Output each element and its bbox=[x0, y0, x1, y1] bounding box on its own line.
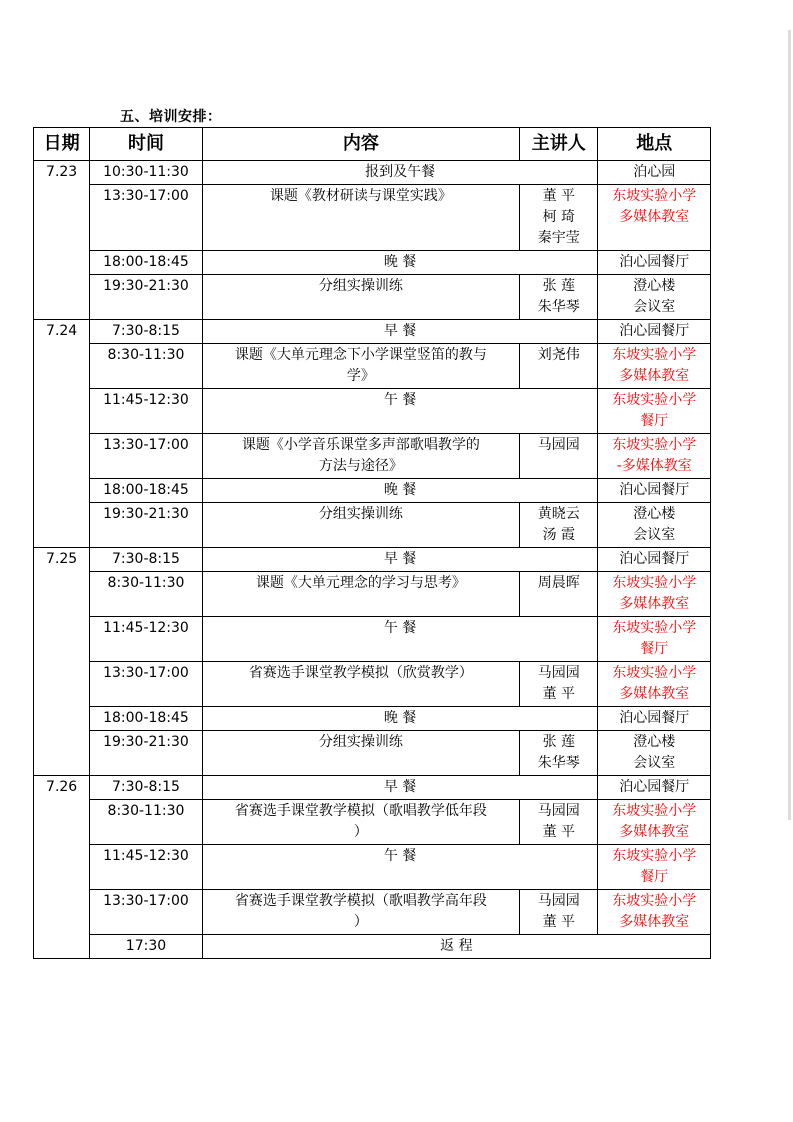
table-row bbox=[34, 845, 711, 890]
time-cell: 11:45-12:30 bbox=[90, 845, 202, 890]
content-cell bbox=[202, 548, 598, 572]
location-text: 东坡实验小学 -多媒体教室 bbox=[612, 437, 697, 474]
location-cell bbox=[598, 275, 711, 320]
time-cell: 19:30-21:30 bbox=[90, 731, 202, 776]
content-text: 晚 餐 bbox=[383, 482, 417, 498]
location-cell bbox=[598, 161, 711, 185]
location-text: 泊心园餐厅 bbox=[619, 482, 690, 498]
location-text: 澄心楼 会议室 bbox=[633, 506, 676, 543]
header-location: 地点 bbox=[598, 128, 711, 161]
location-cell bbox=[598, 320, 711, 344]
table-row bbox=[34, 503, 711, 548]
table-row bbox=[34, 617, 711, 662]
table-row bbox=[34, 434, 711, 479]
location-text: 泊心园餐厅 bbox=[619, 254, 690, 270]
time-cell: 18:00-18:45 bbox=[90, 251, 202, 275]
location-text: 东坡实验小学 多媒体教室 bbox=[612, 893, 697, 930]
date-cell: 7.23 bbox=[34, 161, 90, 320]
location-text: 东坡实验小学 多媒体教室 bbox=[612, 803, 697, 840]
table-row bbox=[34, 776, 711, 800]
location-text: 泊心园餐厅 bbox=[619, 551, 690, 567]
time-cell: 8:30-11:30 bbox=[90, 572, 202, 617]
table-row bbox=[34, 251, 711, 275]
speaker-text: 张 莲 朱华琴 bbox=[537, 278, 580, 315]
speaker-text: 马园园 董 平 bbox=[537, 803, 580, 840]
content-cell bbox=[202, 572, 519, 617]
time-cell: 13:30-17:00 bbox=[90, 890, 202, 935]
content-cell bbox=[202, 776, 598, 800]
time-cell: 13:30-17:00 bbox=[90, 662, 202, 707]
table-row bbox=[34, 389, 711, 434]
speaker-text: 马园园 董 平 bbox=[537, 893, 580, 930]
speaker-cell bbox=[520, 662, 598, 707]
speaker-text: 张 莲 朱华琴 bbox=[537, 734, 580, 771]
content-text: 课题《大单元理念下小学课堂竖笛的教与 学》 bbox=[234, 347, 487, 384]
date-cell: 7.26 bbox=[34, 776, 90, 959]
training-schedule-table bbox=[33, 127, 711, 959]
location-cell bbox=[598, 548, 711, 572]
table-row bbox=[34, 320, 711, 344]
location-text: 东坡实验小学 餐厅 bbox=[612, 392, 697, 429]
content-text: 午 餐 bbox=[383, 392, 417, 408]
location-text: 澄心楼 会议室 bbox=[633, 734, 676, 771]
location-cell bbox=[598, 800, 711, 845]
table-row bbox=[34, 572, 711, 617]
location-text: 泊心园餐厅 bbox=[619, 779, 690, 795]
content-cell bbox=[202, 185, 519, 251]
page-edge-shadow bbox=[788, 30, 791, 820]
content-cell bbox=[202, 731, 519, 776]
speaker-cell bbox=[520, 344, 598, 389]
table-row bbox=[34, 800, 711, 845]
speaker-text: 周晨晖 bbox=[537, 575, 580, 591]
speaker-cell bbox=[520, 800, 598, 845]
location-cell bbox=[598, 662, 711, 707]
location-cell bbox=[598, 572, 711, 617]
speaker-cell bbox=[520, 434, 598, 479]
content-cell bbox=[202, 161, 598, 185]
time-cell: 18:00-18:45 bbox=[90, 707, 202, 731]
table-row bbox=[34, 707, 711, 731]
location-text: 泊心园 bbox=[633, 164, 676, 180]
content-text: 早 餐 bbox=[383, 779, 417, 795]
location-text: 东坡实验小学 餐厅 bbox=[612, 620, 697, 657]
location-text: 泊心园餐厅 bbox=[619, 710, 690, 726]
content-text: 省赛选手课堂教学模拟（欣赏教学） bbox=[248, 665, 473, 681]
content-cell bbox=[202, 344, 519, 389]
table-row bbox=[34, 161, 711, 185]
content-text: 午 餐 bbox=[383, 848, 417, 864]
schedule-body bbox=[34, 161, 711, 959]
header-content: 内容 bbox=[202, 128, 519, 161]
content-text: 课题《大单元理念的学习与思考》 bbox=[255, 575, 466, 591]
speaker-cell bbox=[520, 890, 598, 935]
content-cell bbox=[202, 935, 710, 959]
content-cell bbox=[202, 845, 598, 890]
time-cell: 8:30-11:30 bbox=[90, 800, 202, 845]
speaker-cell bbox=[520, 731, 598, 776]
speaker-text: 马园园 董 平 bbox=[537, 665, 580, 702]
header-time: 时间 bbox=[90, 128, 202, 161]
time-cell: 10:30-11:30 bbox=[90, 161, 202, 185]
location-text: 东坡实验小学 餐厅 bbox=[612, 848, 697, 885]
time-cell: 7:30-8:15 bbox=[90, 548, 202, 572]
table-row bbox=[34, 344, 711, 389]
time-cell: 7:30-8:15 bbox=[90, 776, 202, 800]
content-cell bbox=[202, 503, 519, 548]
section-title: 五、培训安排： bbox=[120, 109, 222, 125]
content-text: 分组实操训练 bbox=[318, 734, 403, 750]
time-cell: 8:30-11:30 bbox=[90, 344, 202, 389]
location-cell bbox=[598, 503, 711, 548]
content-cell bbox=[202, 251, 598, 275]
location-cell bbox=[598, 890, 711, 935]
content-cell bbox=[202, 617, 598, 662]
content-text: 晚 餐 bbox=[383, 254, 417, 270]
content-cell bbox=[202, 662, 519, 707]
content-text: 课题《小学音乐课堂多声部歌唱教学的 方法与途径》 bbox=[241, 437, 480, 474]
content-text: 早 餐 bbox=[383, 551, 417, 567]
speaker-cell bbox=[520, 275, 598, 320]
content-cell bbox=[202, 890, 519, 935]
speaker-text: 董 平 柯 琦 秦宇莹 bbox=[537, 188, 580, 246]
table-row bbox=[34, 275, 711, 320]
content-text: 报到及午餐 bbox=[365, 164, 436, 180]
header-date: 日期 bbox=[34, 128, 90, 161]
location-text: 澄心楼 会议室 bbox=[633, 278, 676, 315]
speaker-cell bbox=[520, 572, 598, 617]
location-cell bbox=[598, 251, 711, 275]
date-cell: 7.25 bbox=[34, 548, 90, 776]
location-text: 东坡实验小学 多媒体教室 bbox=[612, 188, 697, 225]
table-row bbox=[34, 185, 711, 251]
location-cell bbox=[598, 731, 711, 776]
content-cell bbox=[202, 479, 598, 503]
time-cell: 19:30-21:30 bbox=[90, 275, 202, 320]
content-text: 早 餐 bbox=[383, 323, 417, 339]
time-cell: 17:30 bbox=[90, 935, 202, 959]
header-speaker: 主讲人 bbox=[520, 128, 598, 161]
location-text: 东坡实验小学 多媒体教室 bbox=[612, 347, 697, 384]
location-cell bbox=[598, 389, 711, 434]
location-cell bbox=[598, 845, 711, 890]
time-cell: 13:30-17:00 bbox=[90, 434, 202, 479]
location-cell bbox=[598, 776, 711, 800]
content-cell bbox=[202, 320, 598, 344]
speaker-cell bbox=[520, 185, 598, 251]
table-row bbox=[34, 890, 711, 935]
speaker-text: 刘尧伟 bbox=[537, 347, 580, 363]
time-cell: 11:45-12:30 bbox=[90, 617, 202, 662]
content-text: 省赛选手课堂教学模拟（歌唱教学低年段 ） bbox=[234, 803, 487, 840]
content-text: 分组实操训练 bbox=[318, 506, 403, 522]
table-row bbox=[34, 731, 711, 776]
date-cell: 7.24 bbox=[34, 320, 90, 548]
content-cell bbox=[202, 707, 598, 731]
location-text: 泊心园餐厅 bbox=[619, 323, 690, 339]
location-text: 东坡实验小学 多媒体教室 bbox=[612, 665, 697, 702]
speaker-text: 马园园 bbox=[537, 437, 580, 453]
location-cell bbox=[598, 185, 711, 251]
time-cell: 13:30-17:00 bbox=[90, 185, 202, 251]
location-cell bbox=[598, 434, 711, 479]
table-row bbox=[34, 662, 711, 707]
content-cell bbox=[202, 275, 519, 320]
content-text: 分组实操训练 bbox=[318, 278, 403, 294]
content-cell bbox=[202, 800, 519, 845]
content-text: 晚 餐 bbox=[383, 710, 417, 726]
time-cell: 18:00-18:45 bbox=[90, 479, 202, 503]
location-cell bbox=[598, 707, 711, 731]
table-row bbox=[34, 548, 711, 572]
time-cell: 19:30-21:30 bbox=[90, 503, 202, 548]
speaker-cell bbox=[520, 503, 598, 548]
content-text: 课题《教材研读与课堂实践》 bbox=[269, 188, 452, 204]
speaker-text: 黄晓云 汤 霞 bbox=[537, 506, 580, 543]
header-row bbox=[34, 128, 711, 161]
content-text: 午 餐 bbox=[383, 620, 417, 636]
content-cell bbox=[202, 389, 598, 434]
content-text: 返 程 bbox=[440, 938, 473, 954]
location-text: 东坡实验小学 多媒体教室 bbox=[612, 575, 697, 612]
content-text: 省赛选手课堂教学模拟（歌唱教学高年段 ） bbox=[234, 893, 487, 930]
location-cell bbox=[598, 344, 711, 389]
table-row bbox=[34, 479, 711, 503]
time-cell: 11:45-12:30 bbox=[90, 389, 202, 434]
content-cell bbox=[202, 434, 519, 479]
location-cell bbox=[598, 479, 711, 503]
location-cell bbox=[598, 617, 711, 662]
time-cell: 7:30-8:15 bbox=[90, 320, 202, 344]
table-row bbox=[34, 935, 711, 959]
